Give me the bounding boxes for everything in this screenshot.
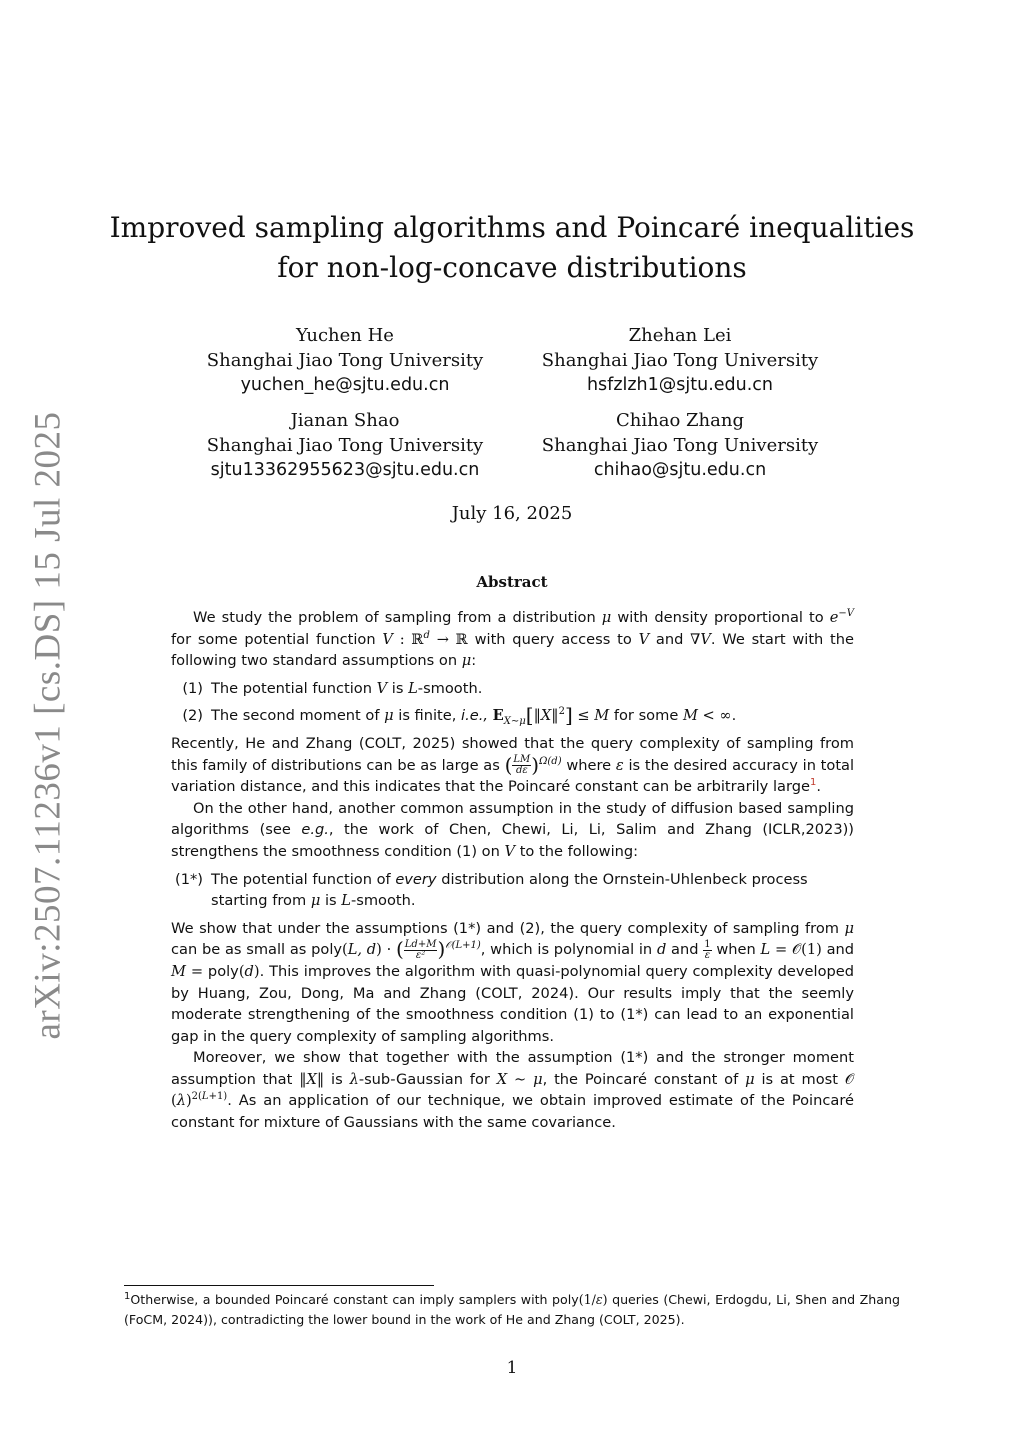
- abstract-paragraph: Moreover, we show that together with the assumption (1*) and the stronger moment assumption that ‖X‖ is λ-sub-Gaussian for X ∼ μ, the Poincaré constant of μ is at most 𝒪 $(\lambda)^{2(L+1)}$. As an application of our technique, we obtain improved estimate of the Poincaré constant for mixture of Gaussians with the same covariance.: [171, 1049, 855, 1132]
- author-email: hsfzlzh1@sjtu.edu.cn: [586, 375, 774, 395]
- title-line-1: Improved sampling algorithms and Poincaré inequalities: [109, 211, 915, 244]
- author-affiliation: Shanghai Jiao Tong University: [206, 350, 484, 371]
- paper-date: July 16, 2025: [451, 503, 573, 524]
- footnote: $^1$Otherwise, a bounded Poincaré constant can imply samplers with poly(1/ε) queries (Chewi, Erdogdu, Li, Shen and Zhang (FoCM, 2024)), contradicting the lower bound in the work of He and Zhang (COLT, 2025).: [124, 1290, 900, 1327]
- assumption-list: [171, 678, 854, 727]
- abstract-paragraph: We study the problem of sampling from a distribution μ with density proportional to $e^{-V}$ for some potential function V : ℝ$^d$ → ℝ with query access to V and ∇V. We start with the following two standard assumptions on μ:: [171, 608, 855, 670]
- author-block: [165, 408, 525, 483]
- footnote-number: 1: [124, 1290, 131, 1302]
- abstract-body: [171, 607, 854, 1134]
- author-block: [165, 323, 525, 398]
- page-number: 1: [506, 1358, 518, 1378]
- author-block: [500, 323, 860, 398]
- arxiv-stamp-text: arXiv:2507.11236v1 [cs.DS] 15 Jul 2025: [27, 410, 69, 1040]
- author-email: chihao@sjtu.edu.cn: [593, 460, 767, 480]
- author-affiliation: Shanghai Jiao Tong University: [541, 350, 819, 371]
- assumption-list: [171, 869, 854, 912]
- footnote-marker[interactable]: 1: [809, 777, 817, 789]
- author-name: Jianan Shao: [290, 410, 400, 431]
- author-email: yuchen_he@sjtu.edu.cn: [240, 375, 450, 395]
- list-item: (2) The second moment of μ is finite, i.e., $E_{X\sim\mu}[‖X‖^2] \le M$ for some M < ∞.: [182, 703, 737, 728]
- abstract-paragraph: We show that under the assumptions (1*) and (2), the query complexity of sampling from μ can be as small as poly(L, d) · ( $\frac{Ld+M}{\text{ε²}}$ )$^{𝒪(L+1)}$, which is polynomial in d and $\frac{1}{\varepsilon}$ when L = 𝒪(1) and M = poly(d). This improves the algorithm with quasi-polynomial query complexity developed by Huang, Zou, Dong, Ma and Zhang (COLT, 2024). Our results imply that the seemly moderate strengthening of the smoothness condition (1) to (1*) can lead to an exponential gap in the query complexity of sampling algorithms.: [171, 919, 855, 1045]
- author-name: Chihao Zhang: [616, 410, 744, 431]
- author-name: Yuchen He: [296, 325, 394, 346]
- author-block: [500, 408, 860, 483]
- abstract-paragraph: Recently, He and Zhang (COLT, 2025) showed that the query complexity of sampling from this family of distributions can be as large as ( $\frac{LM}{d\varepsilon}$ )$^{\Omega(d)}$ where ε is the desired accuracy in total variation distance, and this indicates that the Poincaré constant can be arbitrarily large$^1$.: [171, 734, 855, 796]
- author-email: sjtu13362955623@sjtu.edu.cn: [210, 460, 480, 480]
- author-affiliation: Shanghai Jiao Tong University: [206, 435, 484, 456]
- abstract-heading: Abstract: [476, 573, 548, 591]
- author-name: Zhehan Lei: [628, 325, 732, 346]
- abstract-paragraph: On the other hand, another common assumption in the study of diffusion based sampling algorithms (see e.g., the work of Chen, Chewi, Li, Li, Salim and Zhang (ICLR,2023)) strengthens the smoothness condition (1) on V to the following:: [171, 799, 854, 860]
- list-item: (1) The potential function V is L-smooth.: [182, 679, 483, 697]
- title-line-2: for non-log-concave distributions: [277, 251, 747, 284]
- list-item: (1*) The potential function of every distribution along the Ornstein-Uhlenbeck process starting from μ is L-smooth.: [175, 870, 808, 910]
- footnote-rule: [124, 1285, 434, 1286]
- author-affiliation: Shanghai Jiao Tong University: [541, 435, 819, 456]
- paper-title: [100, 208, 924, 288]
